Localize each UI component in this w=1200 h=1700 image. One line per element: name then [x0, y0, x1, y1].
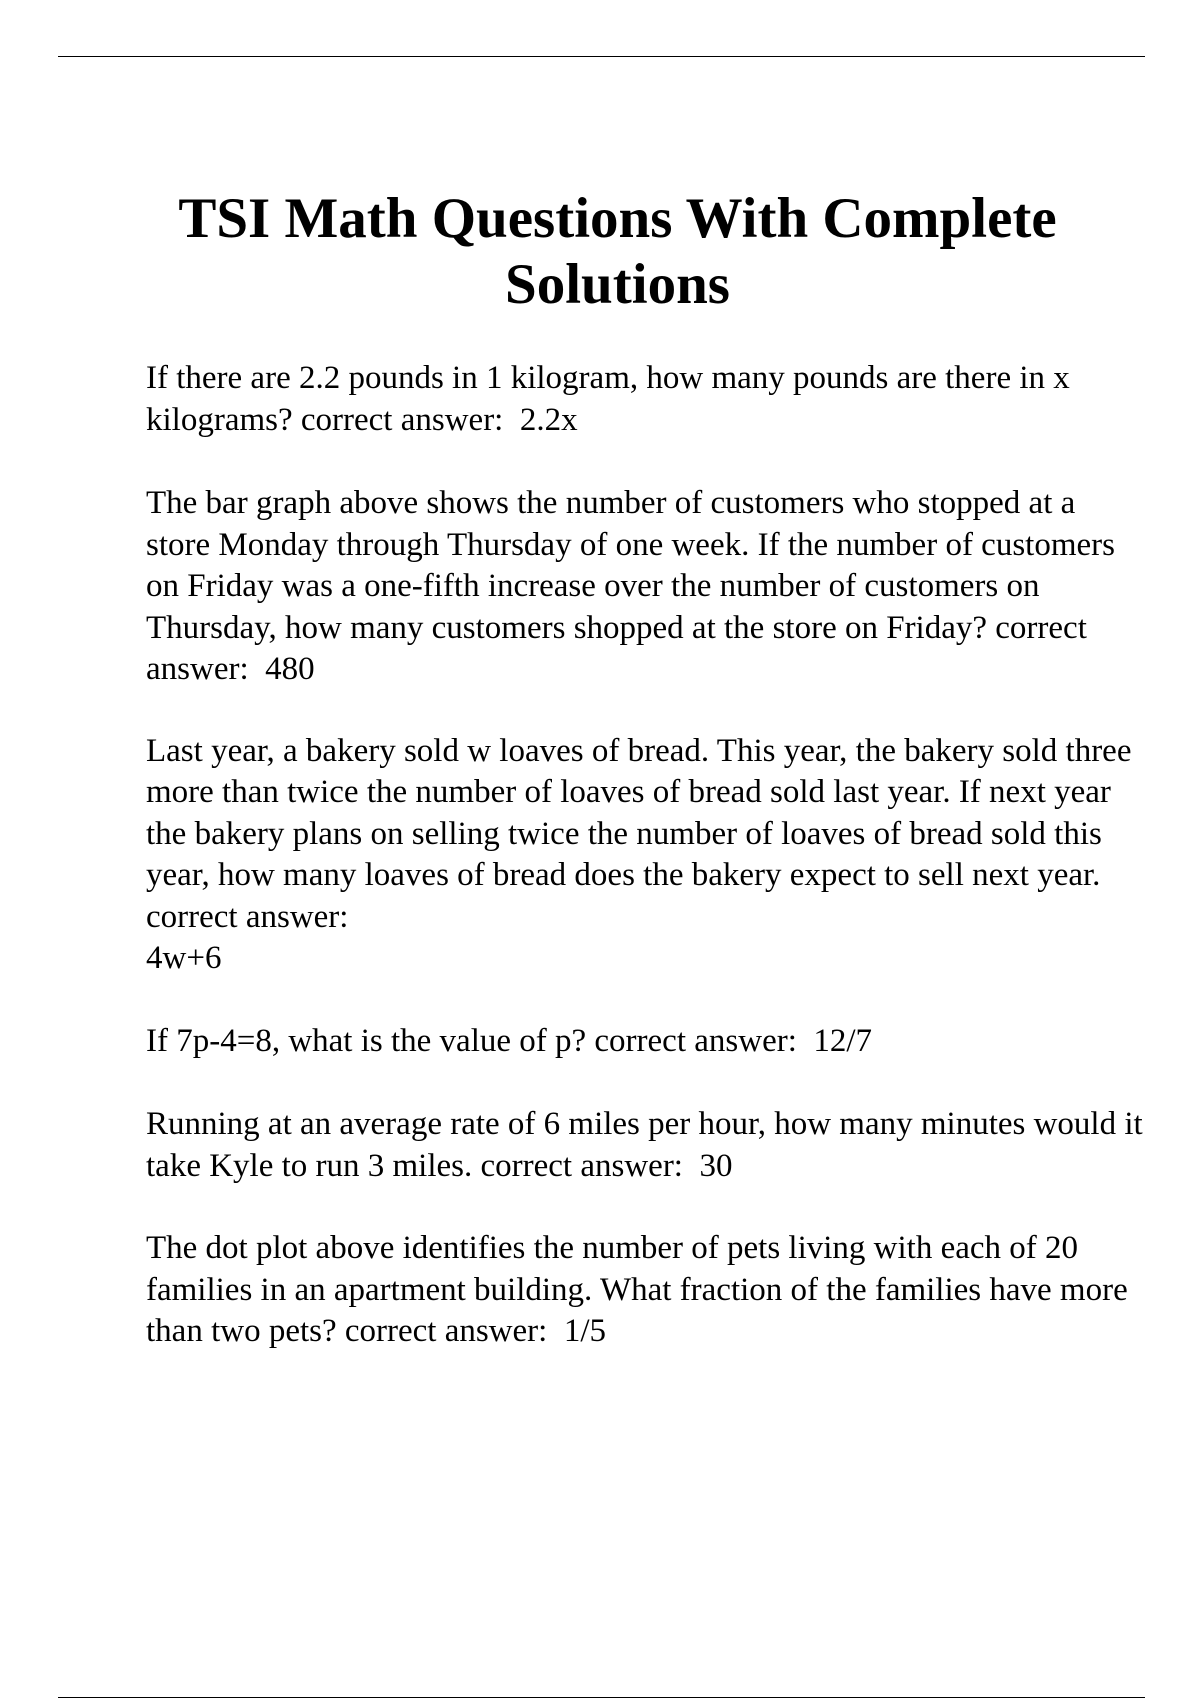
answer-label: correct answer:: [300, 401, 504, 438]
question-item: [146, 1021, 1146, 1063]
answer-text: 30: [699, 1147, 733, 1184]
question-text: If 7p-4=8, what is the value of p?: [146, 1022, 587, 1059]
question-text: Last year, a bakery sold w loaves of bread. This year, the bakery sold three more than twice the number of loaves of bread sold last year. If next year the bakery plans on selling twice the number of loaves of bread sold this year, how many loaves of bread does the bakery expect to sell next year.: [146, 732, 1140, 893]
question-text: Running at an average rate of 6 miles per hour, how many minutes would it take Kyle to run 3 miles.: [146, 1106, 1151, 1184]
answer-label: correct answer:: [146, 898, 349, 935]
answer-label: correct answer:: [594, 1022, 797, 1059]
answer-text: 480: [265, 651, 315, 687]
answer-text: 2.2x: [519, 401, 578, 438]
answer-label: correct answer:: [146, 609, 1096, 687]
question-text: The bar graph above shows the number of customers who stopped at a store Monday through Thursday of one week. If the number of customers on Friday was a one-fifth increase over the number of customers on Thursday, how many customers shopped at the store on Friday?: [146, 485, 1124, 646]
answer-label: correct answer:: [344, 1313, 548, 1349]
answer-label: correct answer:: [480, 1147, 683, 1184]
top-rule: [58, 56, 1145, 57]
bottom-rule: [58, 1697, 1145, 1698]
question-item: [146, 1228, 1146, 1353]
answer-text: 4w+6: [146, 940, 222, 976]
question-item: [146, 358, 1146, 441]
answer-text: 1/5: [563, 1313, 607, 1349]
question-text: The dot plot above identifies the number of pets living with each of 20 families in an apartment building. What fraction of the families have more than two pets?: [146, 1230, 1136, 1349]
question-text: If there are 2.2 pounds in 1 kilogram, how many pounds are there in x kilograms?: [146, 360, 1079, 438]
question-item: [146, 731, 1146, 980]
question-item: [146, 483, 1146, 691]
document-title: TSI Math Questions With Complete Solutions: [178, 187, 1057, 316]
answer-text: 12/7: [813, 1022, 873, 1059]
question-list: [146, 358, 1151, 1395]
question-item: [146, 1104, 1151, 1187]
